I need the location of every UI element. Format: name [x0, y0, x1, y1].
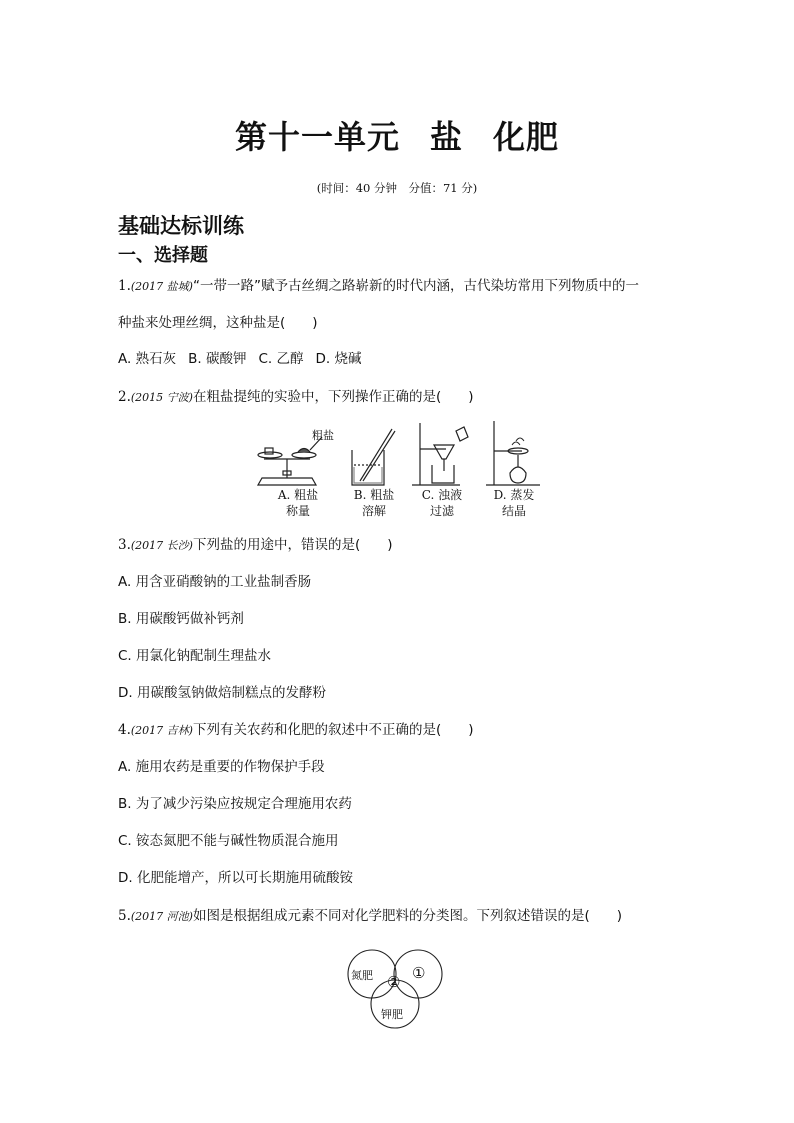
- q1-option-a: A. 熟石灰: [118, 351, 177, 367]
- evaporation-diagram: [486, 421, 540, 485]
- q4-number: 4.: [118, 722, 131, 738]
- lab-operations-figure: [250, 415, 550, 490]
- q2-source: (2015 宁波): [130, 391, 193, 404]
- caption-b: B. 粗盐 溶解: [353, 488, 395, 518]
- q1-option-d: D. 烧碱: [315, 351, 362, 367]
- caption-d: D. 蒸发 结晶: [493, 488, 535, 518]
- venn-mark-1: ①: [412, 964, 426, 982]
- q1-option-b: B. 碳酸钾: [188, 351, 247, 367]
- q3-stem: [118, 533, 393, 553]
- beaker-stirring-diagram: [352, 429, 395, 485]
- q3-option-a: A. 用含亚硝酸钠的工业盐制香肠: [118, 574, 312, 590]
- q5-number: 5.: [118, 908, 131, 924]
- time-score-note: (时间：40 分钟 分值：71 分): [316, 181, 478, 195]
- title-part3: 化肥: [493, 118, 560, 156]
- filtration-diagram: [412, 423, 468, 485]
- q3-option-d: D. 用碳酸氢钠做焙制糕点的发酵粉: [118, 685, 326, 701]
- q4-source: (2017 吉林): [130, 724, 193, 737]
- q1-option-c: C. 乙醇: [258, 351, 304, 367]
- q3-number: 3.: [118, 537, 131, 553]
- q5-stem: [118, 904, 622, 924]
- caption-a: A. 粗盐 称量: [277, 488, 319, 518]
- q4-option-c: C. 铵态氮肥不能与碱性物质混合施用: [118, 833, 339, 849]
- q5-text: 如图是根据组成元素不同对化学肥料的分类图。下列叙述错误的是( ): [192, 908, 623, 924]
- q3-option-b: B. 用碳酸钙做补钙剂: [118, 611, 244, 627]
- q4-stem: [118, 718, 474, 738]
- title-part2: 盐: [429, 118, 463, 156]
- q4-option-a: A. 施用农药是重要的作物保护手段: [118, 759, 325, 775]
- q4-text: 下列有关农药和化肥的叙述中不正确的是( ): [192, 722, 474, 738]
- q3-option-c: C. 用氯化钠配制生理盐水: [118, 648, 272, 664]
- q5-source: (2017 河池): [130, 910, 193, 923]
- venn-mark-2: ②: [387, 973, 401, 991]
- q1-number: 1.: [118, 278, 131, 294]
- q2-stem: [118, 385, 474, 405]
- venn-label-nitrogen: 氮肥: [351, 969, 373, 982]
- q4-option-d: D. 化肥能增产，所以可长期施用硫酸铵: [118, 870, 353, 886]
- q1-options: [118, 347, 361, 367]
- page-title: [0, 112, 794, 158]
- title-part1: 第十一单元: [234, 118, 400, 156]
- q1-source: (2017 盐城): [130, 280, 193, 293]
- q4-option-b: B. 为了减少污染应按规定合理施用农药: [118, 796, 352, 812]
- crude-salt-label: 粗盐: [312, 429, 334, 442]
- q2-text: 在粗盐提纯的实验中，下列操作正确的是( ): [192, 389, 474, 405]
- q2-number: 2.: [118, 389, 131, 405]
- q1-text1: “一带一路”赋予古丝绸之路崭新的时代内涵，古代染坊常用下列物质中的一: [192, 278, 639, 294]
- venn-label-potassium: 钾肥: [381, 1008, 403, 1021]
- q3-source: (2017 长沙): [130, 539, 193, 552]
- q3-text: 下列盐的用途中，错误的是( ): [192, 537, 393, 553]
- caption-c: C. 浊液 过滤: [421, 488, 463, 518]
- subsection-heading: 一、选择题: [118, 245, 208, 266]
- q1-stem-line2: 种盐来处理丝绸，这种盐是( ): [118, 315, 318, 331]
- section-heading: 基础达标训练: [118, 214, 244, 238]
- balance-scale-diagram: [258, 437, 322, 485]
- q1-stem-line1: [118, 274, 639, 294]
